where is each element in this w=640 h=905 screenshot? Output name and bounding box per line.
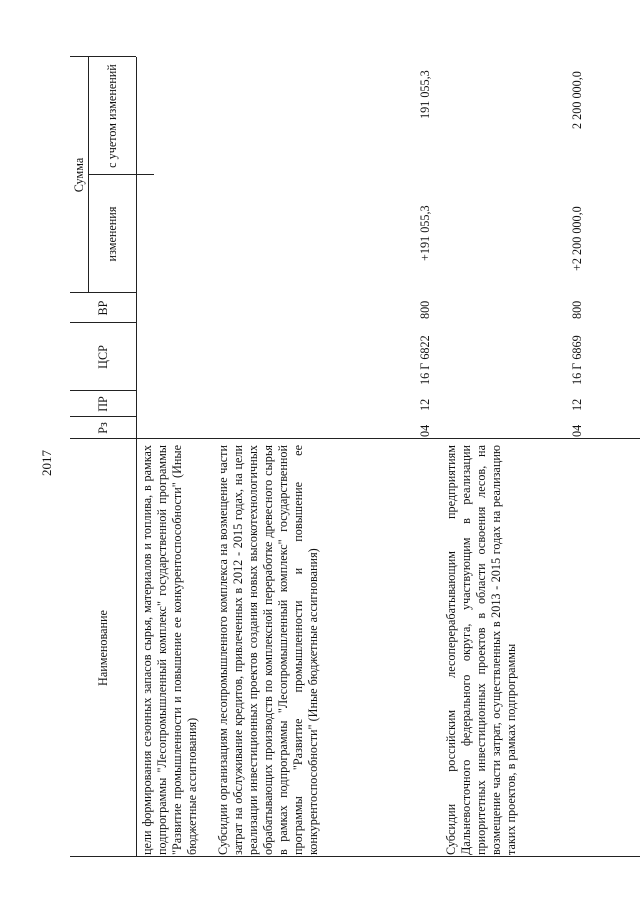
row-pr: 12 xyxy=(570,398,584,411)
column-rule xyxy=(70,292,136,293)
sum-divider xyxy=(88,57,89,293)
row-pr: 12 xyxy=(418,398,432,411)
header-vr: ВР xyxy=(96,300,110,316)
header-sum: Сумма xyxy=(72,157,86,193)
row-name: цели формирования сезонных запасов сырья, материалов и топлива, в рамках подпрограммы "Лесопромышленный комплекс" государственной программы "Развитие промышленности и повышение ее конкурентоспособности" (Иные бюджетные ассигнования) xyxy=(140,445,199,855)
row-rz: 04 xyxy=(418,424,432,437)
row-name: Субсидии российским лесоперерабатывающим предприятиям Дальневосточного федерального округа, участвующим в реализации приоритетных инвестиционных проектов в области освоения лесов, на возмещение части затрат, осуществленных в 2013 - 2015 годах на реализацию таких проектов, в рамках подпрограммы xyxy=(444,445,518,855)
header-with-changes: с учетом изменений xyxy=(105,64,119,168)
row-change: +2 200 000,0 xyxy=(570,206,584,271)
column-rule xyxy=(70,322,136,323)
budget-table xyxy=(70,57,640,857)
header-rz: Рз xyxy=(96,422,110,434)
table-header xyxy=(70,57,137,857)
column-rule xyxy=(88,174,154,175)
row-change: +191 055,3 xyxy=(418,205,432,261)
row-csr: 16 Г 6822 xyxy=(418,335,432,385)
row-csr: 16 Г 6869 xyxy=(570,335,584,385)
header-csr: ЦСР xyxy=(96,345,110,369)
header-name: Наименование xyxy=(96,610,110,686)
column-rule xyxy=(70,390,136,391)
row-vr: 800 xyxy=(570,300,584,319)
column-rule xyxy=(70,438,640,439)
row-total: 2 200 000,0 xyxy=(570,71,584,129)
page-number: 2017 xyxy=(39,450,54,476)
row-name: Субсидии организациям лесопромышленного комплекса на возмещение части затрат на обслуживание кредитов, привлеченных в 2012 - 2015 годах, на цели реализации инвестиционных проектов создания новых высокотехнологичных обрабатывающих производств по комплексной переработке древесного сырья в рамках подпрограммы "Лесопромышленный комплекс" государственной программы "Развитие промышленности и повышение ее конкурентоспособности" (Иные бюджетные ассигнования) xyxy=(216,445,320,855)
column-rule xyxy=(70,416,136,417)
row-total: 191 055,3 xyxy=(418,70,432,119)
row-rz: 04 xyxy=(570,424,584,437)
row-vr: 800 xyxy=(418,300,432,319)
column-rule xyxy=(70,56,136,57)
column-rule xyxy=(70,856,640,857)
header-changes: изменения xyxy=(105,206,119,262)
header-pr: ПР xyxy=(96,396,110,412)
